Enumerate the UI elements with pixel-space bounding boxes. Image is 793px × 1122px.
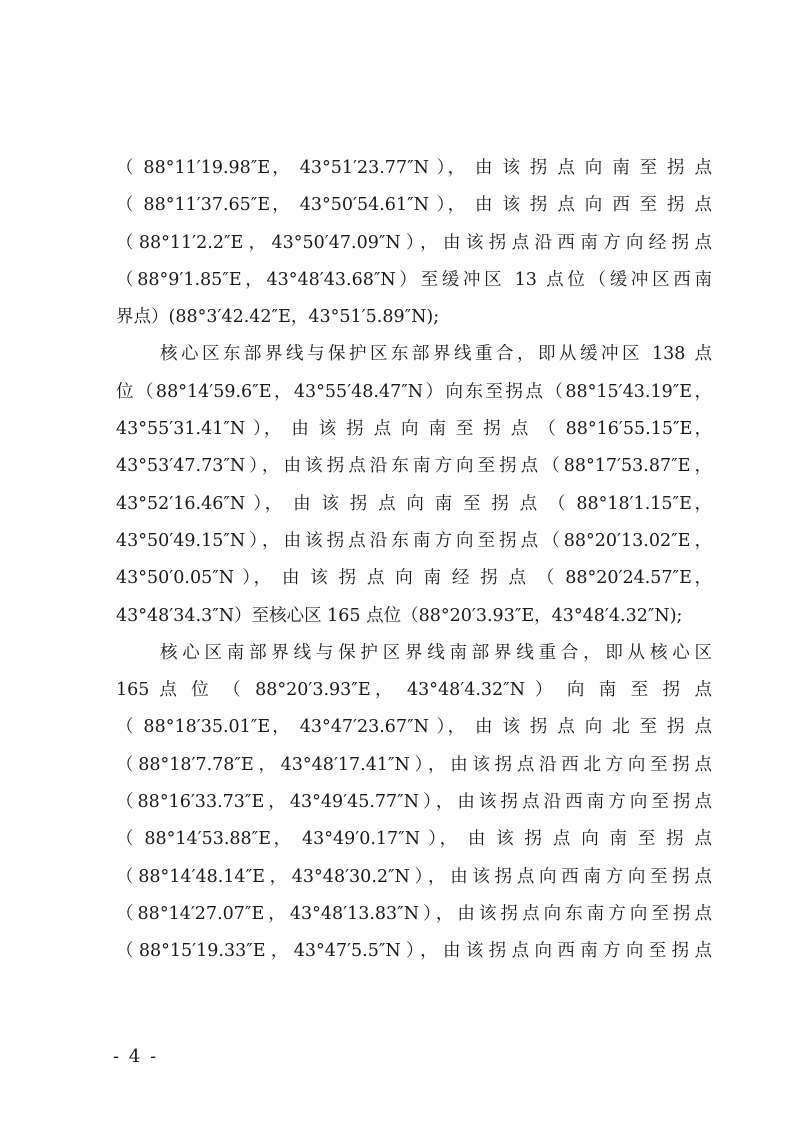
text-line: （88°11′2.2″E，43°50′47.09″N），由该拐点沿西南方向经拐点 <box>116 232 712 253</box>
text-line: 165 点 位 （ 88°20′3.93″E， 43°48′4.32″N ） 向 南 至 拐 点 <box>116 680 712 701</box>
text-line: 核心区东部界线与保护区东部界线重合，即从缓冲区 138 点 <box>160 344 712 365</box>
text-line: 43°53′47.73″N），由该拐点沿东南方向至拐点（88°17′53.87″E， <box>116 456 712 477</box>
text-line: 界点）(88°3′42.42″E，43°51′5.89″N); <box>116 307 440 328</box>
text-line: （88°15′19.33″E，43°47′5.5″N），由该拐点向西南方向至拐点 <box>116 941 712 962</box>
text-line: （88°18′7.78″E，43°48′17.41″N），由该拐点沿西北方向至拐点 <box>116 754 712 775</box>
text-line: （88°14′48.14″E，43°48′30.2″N），由该拐点向西南方向至拐点 <box>116 866 712 887</box>
text-line: 43°48′34.3″N）至核心区 165 点位（88°20′3.93″E，43°48′4.32″N); <box>116 605 683 626</box>
body-text <box>116 150 712 971</box>
text-line: 43°50′49.15″N），由该拐点沿东南方向至拐点（88°20′13.02″E， <box>116 530 712 551</box>
text-line: （ 88°18′35.01″E， 43°47′23.67″N ）， 由 该 拐 点 向 北 至 拐 点 <box>116 717 712 738</box>
paragraph <box>116 150 712 336</box>
text-line: 43°50′0.05″N ）， 由 该 拐 点 向 南 经 拐 点 （ 88°20′24.57″E， <box>116 568 712 589</box>
text-line: （88°16′33.73″E，43°49′45.77″N），由该拐点沿西南方向至拐点 <box>116 792 712 813</box>
text-line: 43°55′31.41″N ）， 由 该 拐 点 向 南 至 拐 点 （ 88°16′55.15″E， <box>116 419 712 440</box>
text-line: （88°9′1.85″E，43°48′43.68″N）至缓冲区 13 点位（缓冲区西南 <box>116 269 712 290</box>
text-line: （ 88°11′19.98″E， 43°51′23.77″N ）， 由 该 拐 点 向 南 至 拐 点 <box>116 158 712 178</box>
text-line: 43°52′16.46″N ）， 由 该 拐 点 向 南 至 拐 点 （ 88°18′1.15″E， <box>116 493 712 514</box>
paragraph <box>116 635 712 971</box>
paragraph <box>116 336 712 634</box>
text-line: 位（88°14′59.6″E，43°55′48.47″N）向东至拐点（88°15′43.19″E， <box>116 381 712 402</box>
text-line: （ 88°11′37.65″E， 43°50′54.61″N ）， 由 该 拐 点 向 西 至 拐 点 <box>116 195 712 216</box>
text-line: 核心区南部界线与保护区界线南部界线重合，即从核心区 <box>160 642 712 663</box>
text-line: （88°14′27.07″E，43°48′13.83″N），由该拐点向东南方向至拐点 <box>116 903 712 924</box>
text-line: （ 88°14′53.88″E， 43°49′0.17″N ）， 由 该 拐 点 向 南 至 拐 点 <box>116 829 712 850</box>
page-number: - 4 - <box>113 1046 159 1067</box>
